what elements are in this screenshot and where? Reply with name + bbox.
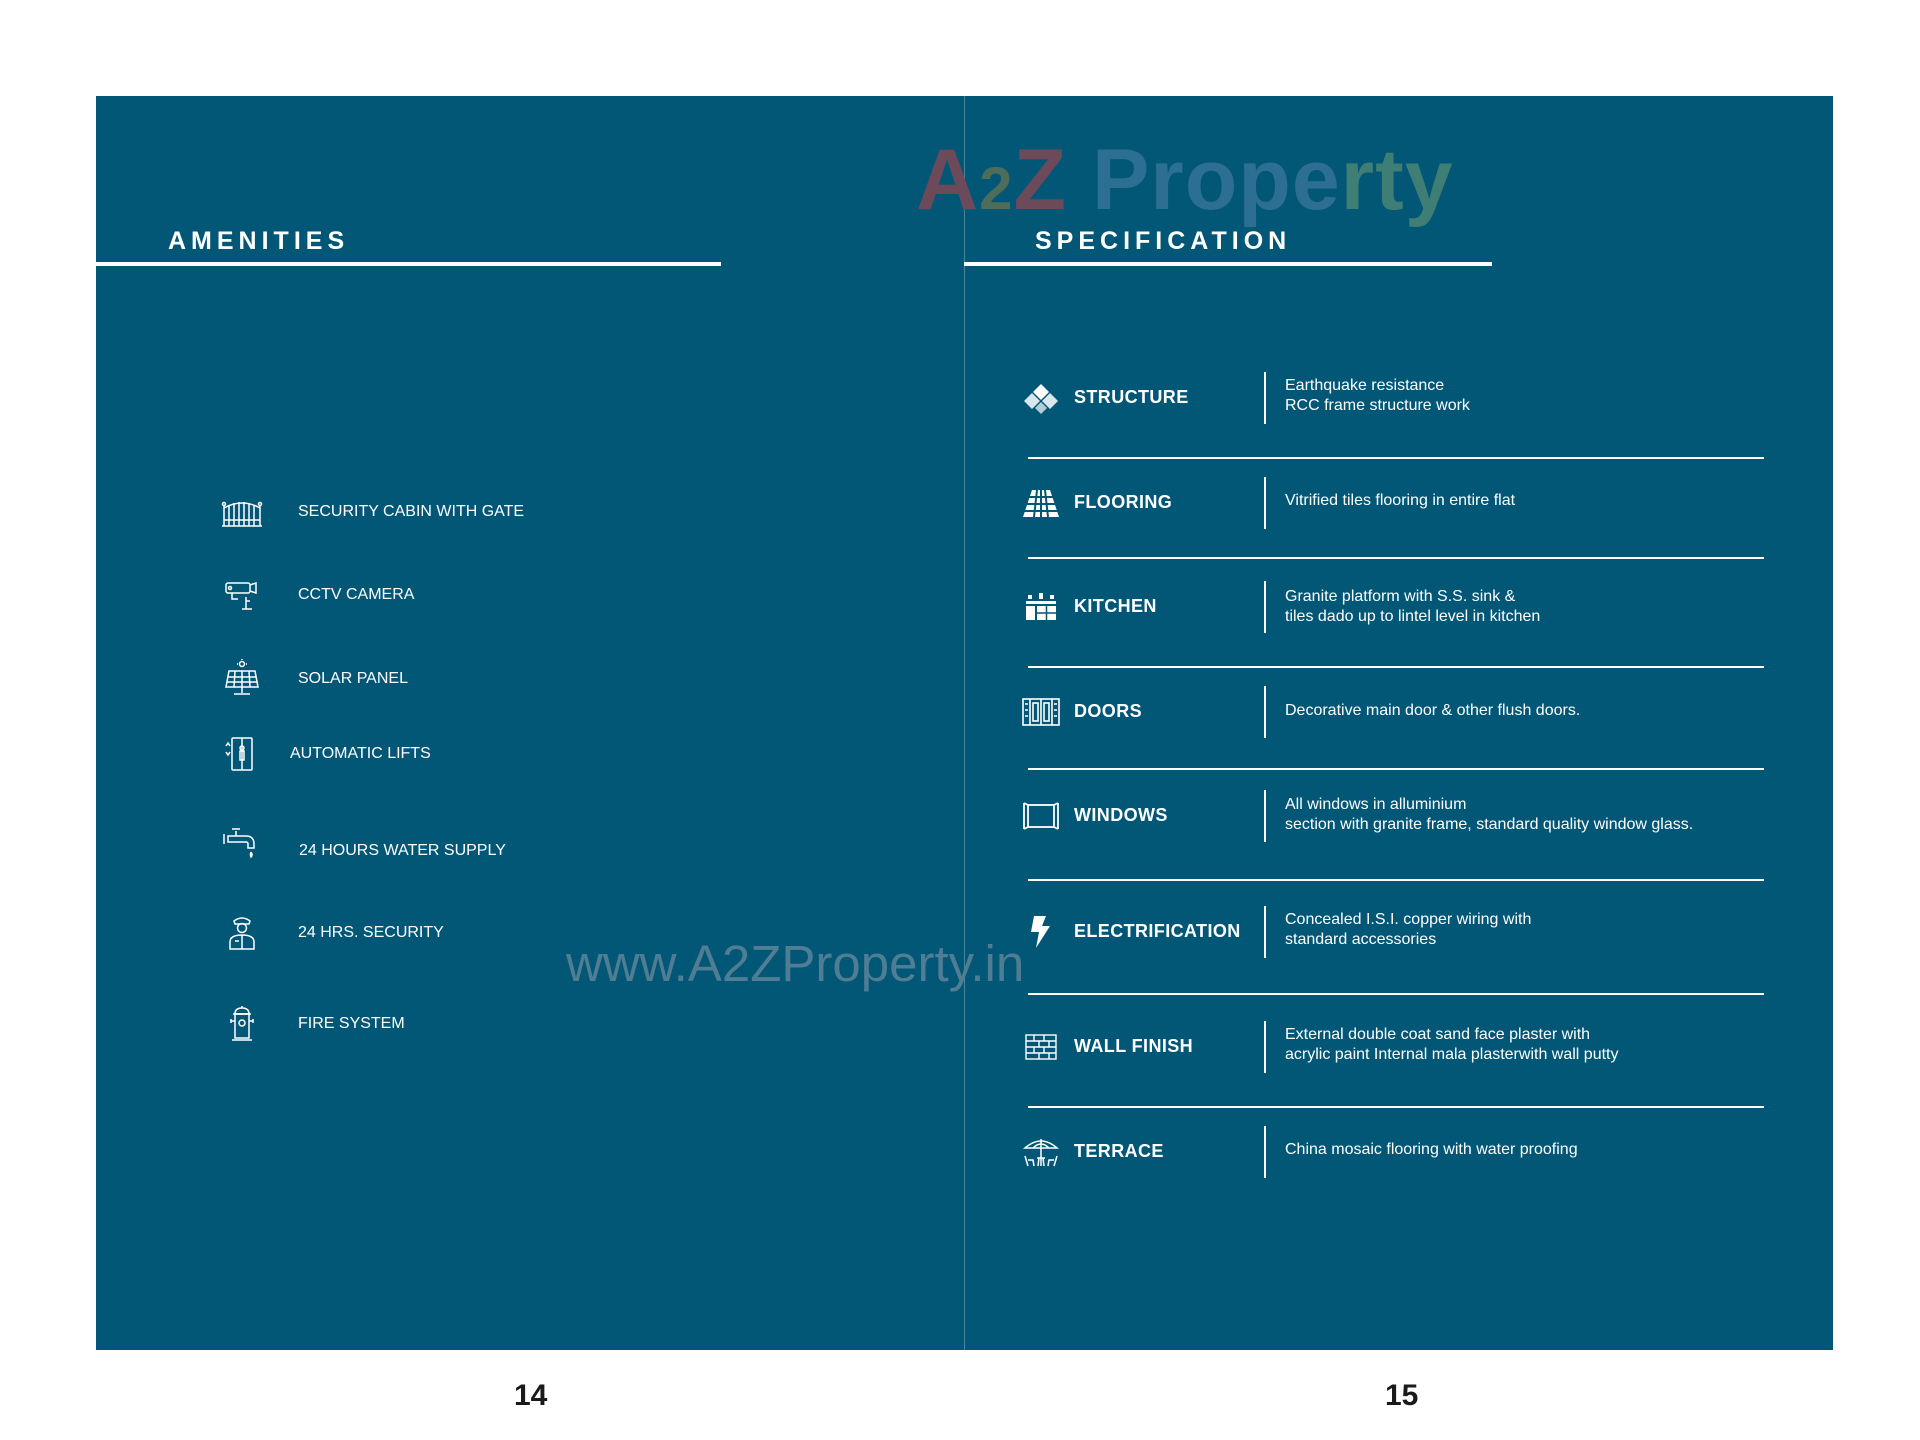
spec-title: WALL FINISH	[1074, 1036, 1194, 1056]
brochure-spread	[96, 96, 1833, 1350]
spec-description-line: tiles dado up to lintel level in kitchen	[1285, 608, 1541, 625]
spec-description-line: standard accessories	[1285, 931, 1437, 948]
spec-divider	[1028, 1106, 1764, 1108]
spec-title: STRUCTURE	[1074, 387, 1189, 407]
specification-page	[964, 96, 1833, 1350]
amenity-label: SOLAR PANEL	[298, 670, 408, 687]
spec-description-line: Decorative main door & other flush doors.	[1285, 702, 1581, 719]
watermark-logo-rty: rty	[1340, 132, 1454, 228]
lightning-icon	[1022, 916, 1060, 948]
solar-panel-icon	[220, 659, 264, 699]
spec-row-electrification	[964, 902, 1833, 962]
amenity-label: 24 HRS. SECURITY	[298, 924, 444, 941]
spec-divider	[1028, 666, 1764, 668]
page-number-right: 15	[1385, 1379, 1419, 1412]
spec-description-line: Granite platform with S.S. sink &	[1285, 588, 1516, 605]
amenity-label: CCTV CAMERA	[298, 586, 415, 603]
spec-description	[1285, 910, 1531, 950]
specification-heading: SPECIFICATION	[1035, 227, 1292, 255]
spec-separator	[1264, 906, 1266, 958]
watermark-logo-prope: Prope	[1091, 132, 1341, 228]
watermark-logo-z: Z	[1013, 132, 1068, 228]
amenities-heading: AMENITIES	[168, 227, 350, 255]
cctv-camera-icon	[220, 575, 264, 615]
amenity-label: SECURITY CABIN WITH GATE	[298, 503, 525, 520]
watermark-logo	[916, 130, 1454, 239]
spec-separator	[1264, 790, 1266, 842]
flooring-icon	[1022, 487, 1060, 519]
spec-description-line: acrylic paint Internal mala plasterwith wall putty	[1285, 1046, 1619, 1063]
spec-divider	[1028, 457, 1764, 459]
amenity-label: AUTOMATIC LIFTS	[290, 745, 431, 762]
lift-icon	[220, 734, 264, 774]
spec-row-terrace	[964, 1122, 1833, 1182]
amenities-page	[96, 96, 964, 1350]
watermark-url: www.A2ZProperty.in	[566, 935, 1025, 992]
spec-separator	[1264, 1021, 1266, 1073]
spec-row-structure	[964, 368, 1833, 428]
watermark-logo-a: A	[916, 132, 980, 228]
spec-description	[1285, 1140, 1578, 1160]
spec-separator	[1264, 686, 1266, 738]
spec-description-line: Vitrified tiles flooring in entire flat	[1285, 492, 1516, 509]
spec-description	[1285, 376, 1470, 416]
watermark-logo-2: 2	[979, 155, 1014, 222]
spec-description	[1285, 701, 1580, 721]
water-tap-icon	[220, 822, 264, 862]
kitchen-icon	[1022, 591, 1060, 623]
door-icon	[1022, 696, 1060, 728]
spec-title: KITCHEN	[1074, 596, 1157, 616]
spec-row-kitchen	[964, 577, 1833, 637]
terrace-umbrella-icon	[1022, 1136, 1060, 1168]
spec-row-windows	[964, 786, 1833, 846]
spec-description	[1285, 795, 1693, 835]
spec-description-line: Earthquake resistance	[1285, 377, 1445, 394]
spec-separator	[1264, 1126, 1266, 1178]
spec-title: DOORS	[1074, 701, 1143, 721]
spec-divider	[1028, 879, 1764, 881]
spec-separator	[1264, 477, 1266, 529]
spec-divider	[1028, 993, 1764, 995]
specification-heading-underline	[964, 262, 1492, 266]
spec-row-flooring	[964, 473, 1833, 533]
security-guard-icon	[220, 913, 264, 953]
amenities-heading-underline	[96, 262, 721, 266]
spec-title: WINDOWS	[1074, 805, 1168, 825]
spec-description-line: China mosaic flooring with water proofing	[1285, 1141, 1578, 1158]
spec-separator	[1264, 581, 1266, 633]
spec-description-line: Concealed I.S.I. copper wiring with	[1285, 911, 1532, 928]
spec-row-doors	[964, 682, 1833, 742]
spec-divider	[1028, 557, 1764, 559]
gate-icon	[220, 492, 264, 532]
spec-title: FLOORING	[1074, 492, 1173, 512]
spec-description	[1285, 491, 1515, 511]
amenity-label: FIRE SYSTEM	[298, 1015, 405, 1032]
spec-description-line: RCC frame structure work	[1285, 397, 1470, 414]
amenity-label: 24 HOURS WATER SUPPLY	[299, 842, 506, 859]
spec-divider	[1028, 768, 1764, 770]
spec-separator	[1264, 372, 1266, 424]
structure-icon	[1022, 382, 1060, 414]
spec-description-line: section with granite frame, standard quality window glass.	[1285, 816, 1694, 833]
page-number-left: 14	[514, 1379, 548, 1412]
spec-description	[1285, 587, 1540, 627]
spec-title: TERRACE	[1074, 1141, 1164, 1161]
spec-row-wall-finish	[964, 1017, 1833, 1077]
fire-hydrant-icon	[220, 1004, 264, 1044]
spec-description-line: External double coat sand face plaster with	[1285, 1026, 1591, 1043]
spec-title: ELECTRIFICATION	[1074, 921, 1241, 941]
spec-description	[1285, 1025, 1618, 1065]
brick-wall-icon	[1022, 1031, 1060, 1063]
spec-description-line: All windows in alluminium	[1285, 796, 1467, 813]
window-icon	[1022, 800, 1060, 832]
